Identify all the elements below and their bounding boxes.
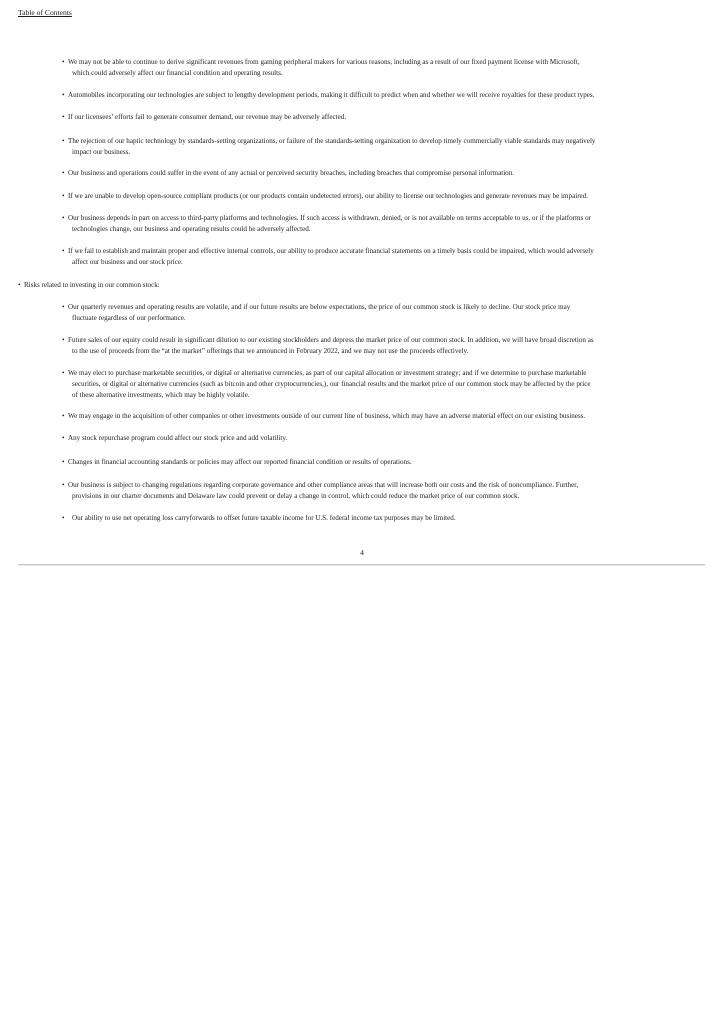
list-item-text: affect our business and our stock price. [72,258,183,266]
list-item-text: provisions in our charter documents and Delaware law could prevent or delay a change in control, which could reduce the market price of our common stock. [72,492,520,500]
list-item-text: Our ability to use net operating loss carryforwards to offset future taxable income for U.S. federal income tax purposes may be limited. [72,514,456,522]
list-item [62,57,712,79]
list-item [62,480,712,502]
bullet-marker: • [18,281,21,289]
bullet-marker: • [62,434,65,442]
list-item [62,457,712,468]
section-heading-item [18,280,160,291]
list-item [62,411,712,422]
bullet-marker: • [62,481,65,489]
list-item-text: technologies change, our business and operating results could be adversely affected. [72,225,311,233]
list-item-text: to the use of proceeds from the “at the market” offerings that we announced in February 2022, and we may not use the proceeds effectively. [72,347,469,355]
list-item-text: Any stock repurchase program could affect our stock price and add volatility. [68,434,288,442]
list-item [62,112,712,123]
section-heading-text: Risks related to investing in our common stock: [24,281,160,289]
list-item-text: securities, or digital or alternative currencies (such as bitcoin and other cryptocurrencies,), our financial results and the market price of our common stock may be affected by the price [72,380,591,388]
list-item [62,302,712,324]
list-item-text: If we are unable to develop open-source compliant products (or our products contain undetected errors), our ability to license our technologies and generate revenues may be impaired. [68,192,589,200]
list-item-text: of these alternative investments, which may be highly volatile. [72,391,250,399]
list-item-text: Future sales of our equity could result in significant dilution to our existing stockholders and depress the market price of our common stock. In addition, we will have broad discretion as [68,336,594,344]
list-item [62,168,712,179]
list-item-text: We may elect to purchase marketable securities, or digital or alternative currencies, as part of our capital allocation or investment strategy; and if we determine to purchase marketable [68,369,587,377]
table-of-contents-link[interactable]: Table of Contents [18,8,72,17]
list-item [62,368,712,401]
list-item [62,513,712,524]
list-item-text: Our quarterly revenues and operating results are volatile, and if our future results are below expectations, the price of our common stock is likely to decline. Our stock price may [68,303,571,311]
list-item [62,90,712,101]
list-item-text: If we fail to establish and maintain proper and effective internal controls, our ability to produce accurate financial statements on a timely basis could be impaired, which would adversely [68,247,594,255]
list-item [62,213,712,235]
list-item-text: fluctuate regardless of our performance. [72,314,186,322]
bullet-marker: • [62,137,65,145]
page-number: 4 [360,548,364,557]
list-item-text: Our business depends in part on access to third-party platforms and technologies. If such access is withdrawn, denied, or is not available on terms acceptable to us, or if the platforms or [68,214,592,222]
bullet-marker: • [62,58,65,66]
bullet-marker: • [62,369,65,377]
bullet-marker: • [62,169,65,177]
list-item-text: Our business and operations could suffer in the event of any actual or perceived security breaches, including breaches that compromise personal information. [68,169,515,177]
list-item-text: We may engage in the acquisition of other companies or other investments outside of our current line of business, which may have an adverse material effect on our existing business. [68,412,586,420]
bullet-marker: • [62,91,65,99]
bullet-marker: • [62,247,65,255]
list-item-text: Changes in financial accounting standards or policies may affect our reported financial condition or results of operations. [68,458,412,466]
bullet-marker: • [62,113,65,121]
list-item-text: Automobiles incorporating our technologies are subject to lengthy development periods, making it difficult to predict when and whether we will receive royalties for these product types. [68,91,595,99]
page-divider [18,564,705,565]
list-item-text: Our business is subject to changing regulations regarding corporate governance and other compliance areas that will increase both our costs and the risk of noncompliance. Further, [68,481,579,489]
list-item-text: impact our business. [72,148,131,156]
list-item-text: We may not be able to continue to derive significant revenues from gaming peripheral makers for various reasons, including as a result of our fixed payment license with Microsoft, [68,58,580,66]
list-item [62,335,712,357]
bullet-marker: • [62,458,65,466]
list-item [62,433,712,444]
list-item [62,191,712,202]
bullet-marker: • [62,214,65,222]
list-item-text: The rejection of our haptic technology by standards-setting organizations, or failure of the standards-setting organization to develop timely commercially viable standards may negatively [68,137,596,145]
list-item-text: If our licensees’ efforts fail to generate consumer demand, our revenue may be adversely affected. [68,113,347,121]
bullet-marker: • [62,412,65,420]
list-item [62,136,712,158]
list-item-text: which could adversely affect our financial condition and operating results. [72,69,283,77]
bullet-marker: • [62,336,65,344]
list-item [62,246,712,268]
bullet-marker: • [62,514,65,522]
bullet-marker: • [62,192,65,200]
bullet-marker: • [62,303,65,311]
